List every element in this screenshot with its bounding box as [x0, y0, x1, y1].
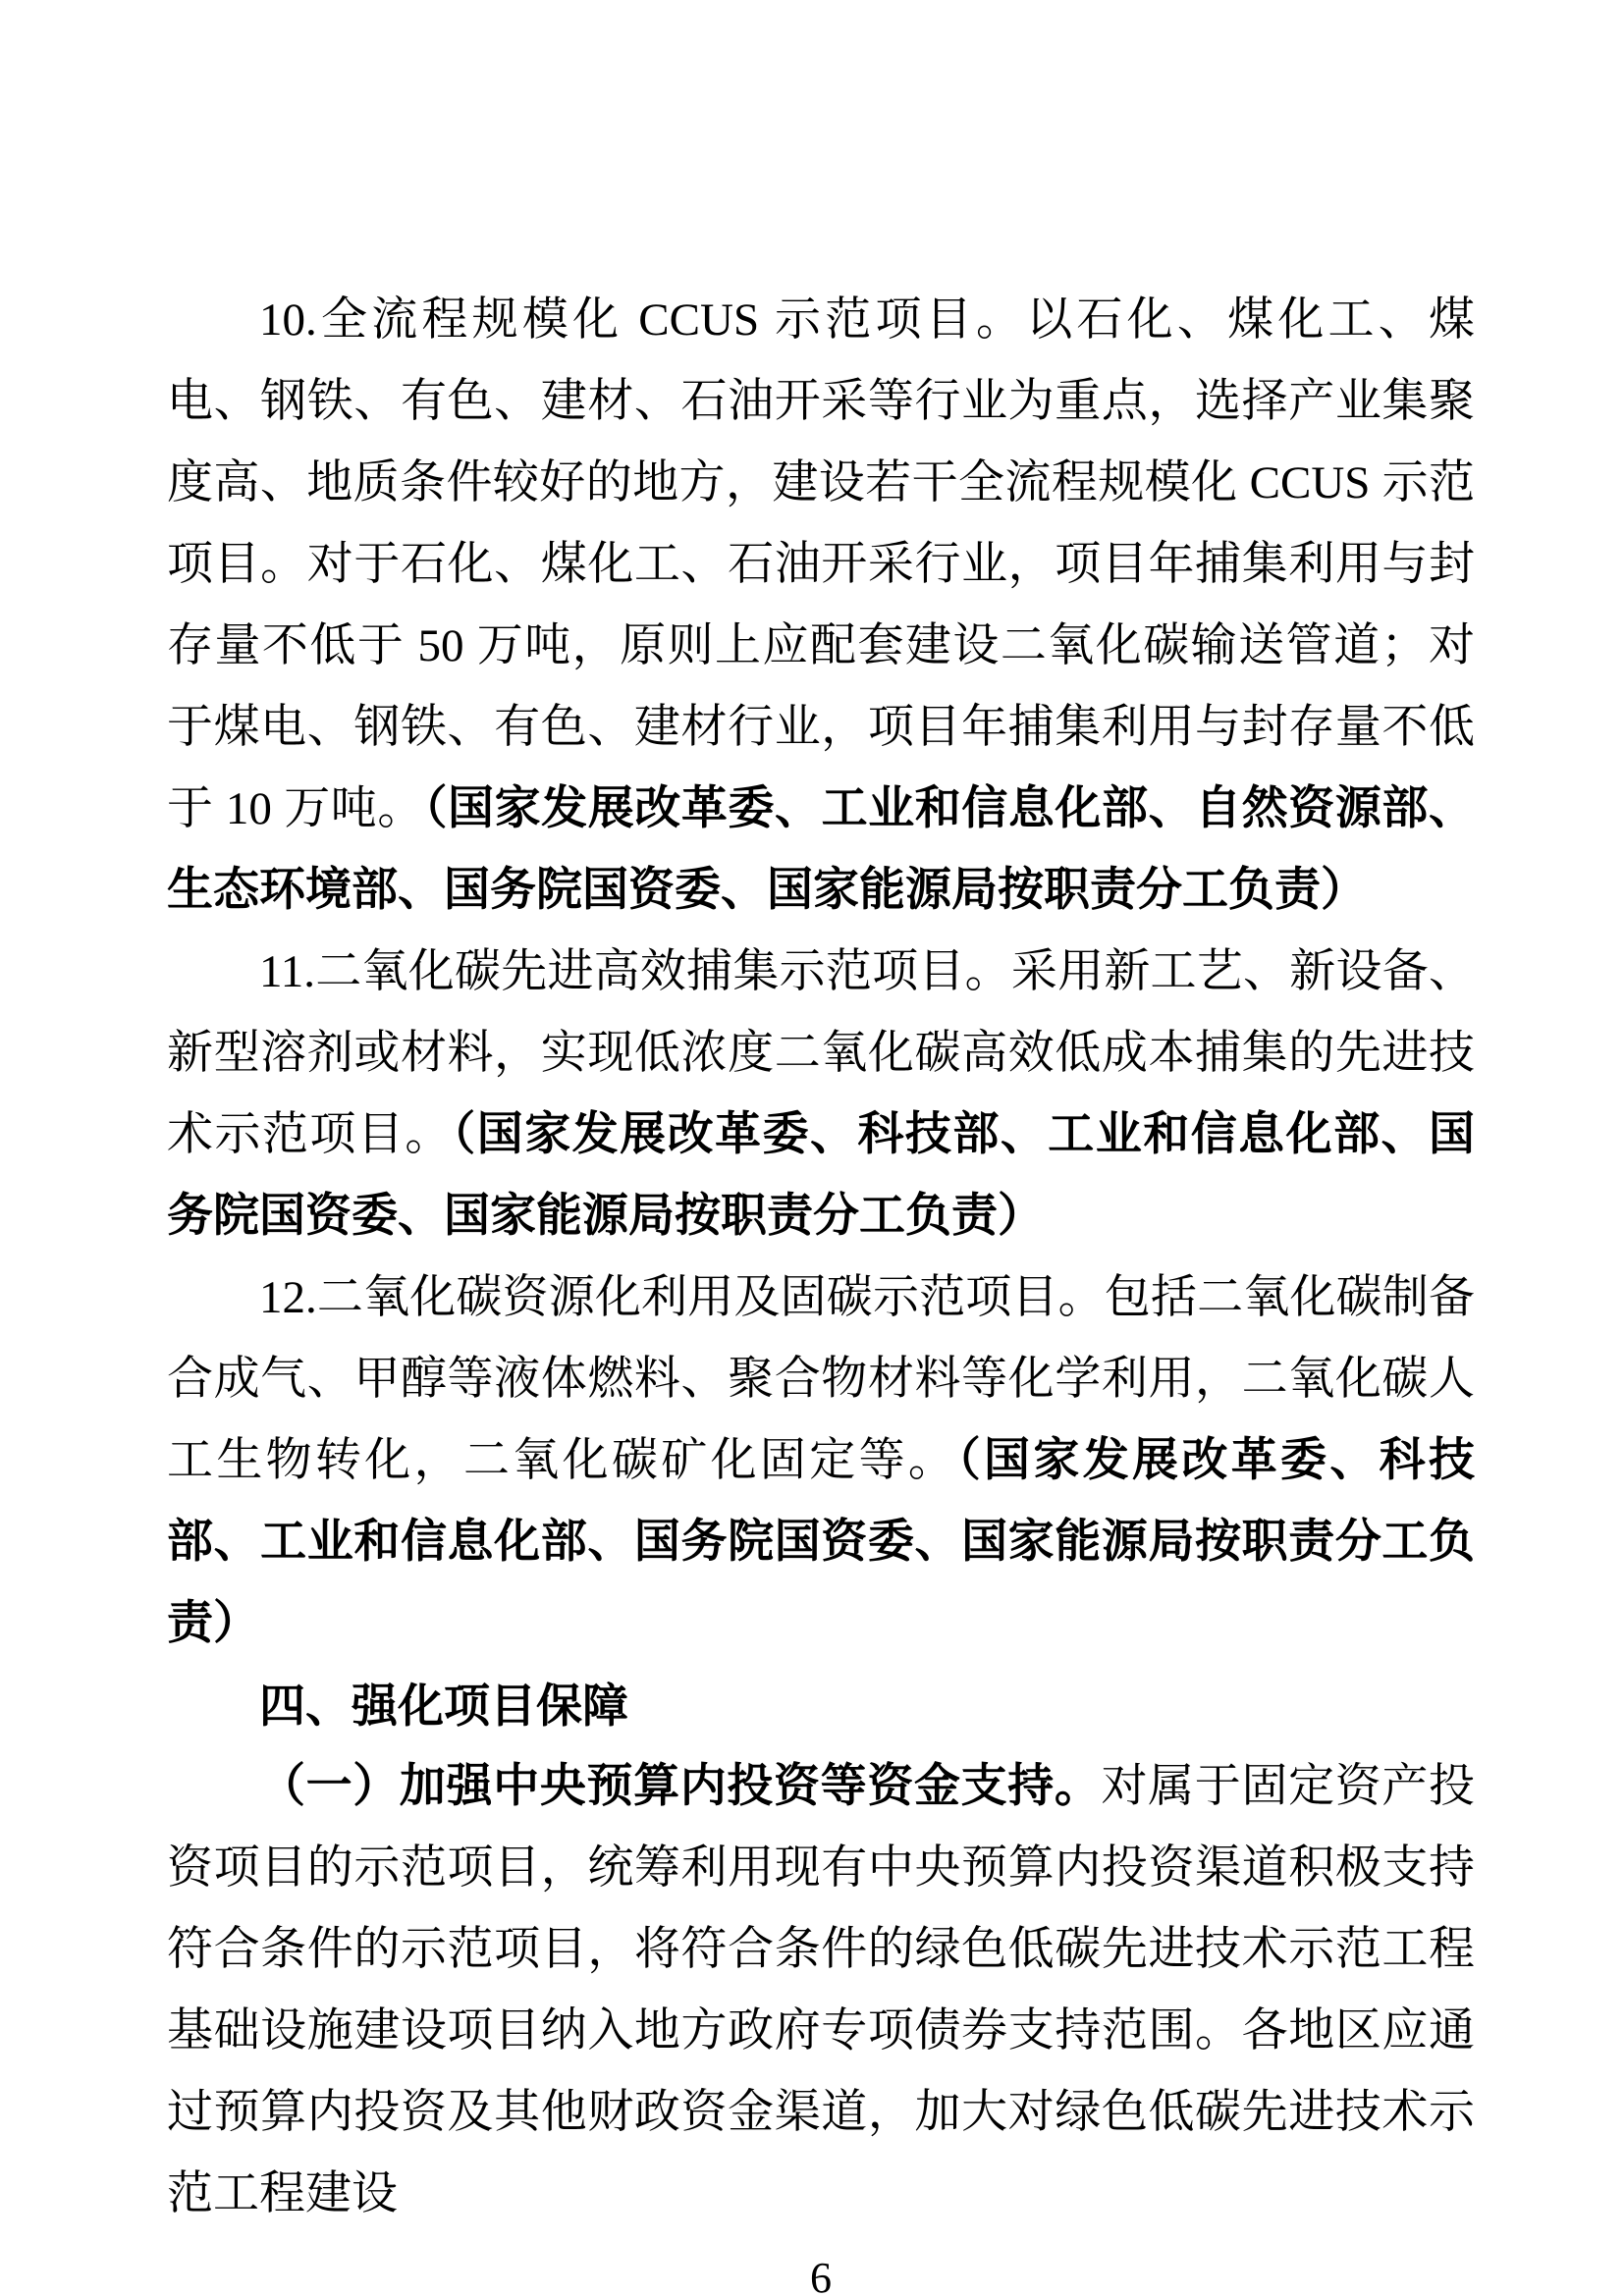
- text-segment: （国家发展改革委、科技部、工业和信息化部、国务院国资委、国家能源局按职责分工负责）: [167, 1109, 1476, 1242]
- item-11: [167, 932, 1475, 1257]
- text-segment: 四、强化项目保障: [259, 1680, 628, 1732]
- item-12: [167, 1257, 1475, 1665]
- item-10: [167, 280, 1475, 932]
- page-number: 6: [810, 2254, 832, 2296]
- section-heading-4: [167, 1665, 1475, 1746]
- item-4-1: [167, 1746, 1475, 2235]
- text-segment: （一）加强中央预算内投资等资金支持。: [259, 1761, 1102, 1812]
- text-segment: （国家发展改革委、工业和信息化部、自然资源部、生态环境部、国务院国资委、国家能源局按职责分工负责）: [167, 783, 1476, 916]
- document-content: [167, 280, 1475, 2235]
- text-segment: 10.全流程规模化 CCUS 示范项目。以石化、煤化工、煤电、钢铁、有色、建材、石油开采等行业为重点，选择产业集聚度高、地质条件较好的地方，建设若干全流程规模化 CCUS 示范项目。对于石化、煤化工、石油开采行业，项目年捕集利用与封存量不低于 50 万吨，原则上应配套建设二氧化碳输送管道；对于煤电、钢铁、有色、建材行业，项目年捕集利用与封存量不低于 10 万吨。: [167, 294, 1475, 834]
- text-segment: 对属于固定资产投资项目的示范项目，统筹利用现有中央预算内投资渠道积极支持符合条件的示范项目，将符合条件的绿色低碳先进技术示范工程基础设施建设项目纳入地方政府专项债券支持范围。各地区应通过预算内投资及其他财政资金渠道，加大对绿色低碳先进技术示范工程建设: [167, 1761, 1476, 2219]
- text-segment: （国家发展改革委、科技部、工业和信息化部、国务院国资委、国家能源局按职责分工负责）: [167, 1435, 1476, 1649]
- text-segment: 11.二氧化碳先进高效捕集示范项目。采用新工艺、新设备、新型溶剂或材料，实现低浓度二氧化碳高效低成本捕集的先进技术示范项目。: [167, 946, 1475, 1160]
- text-segment: 12.二氧化碳资源化利用及固碳示范项目。包括二氧化碳制备合成气、甲醇等液体燃料、聚合物材料等化学利用，二氧化碳人工生物转化，二氧化碳矿化固定等。: [167, 1272, 1475, 1486]
